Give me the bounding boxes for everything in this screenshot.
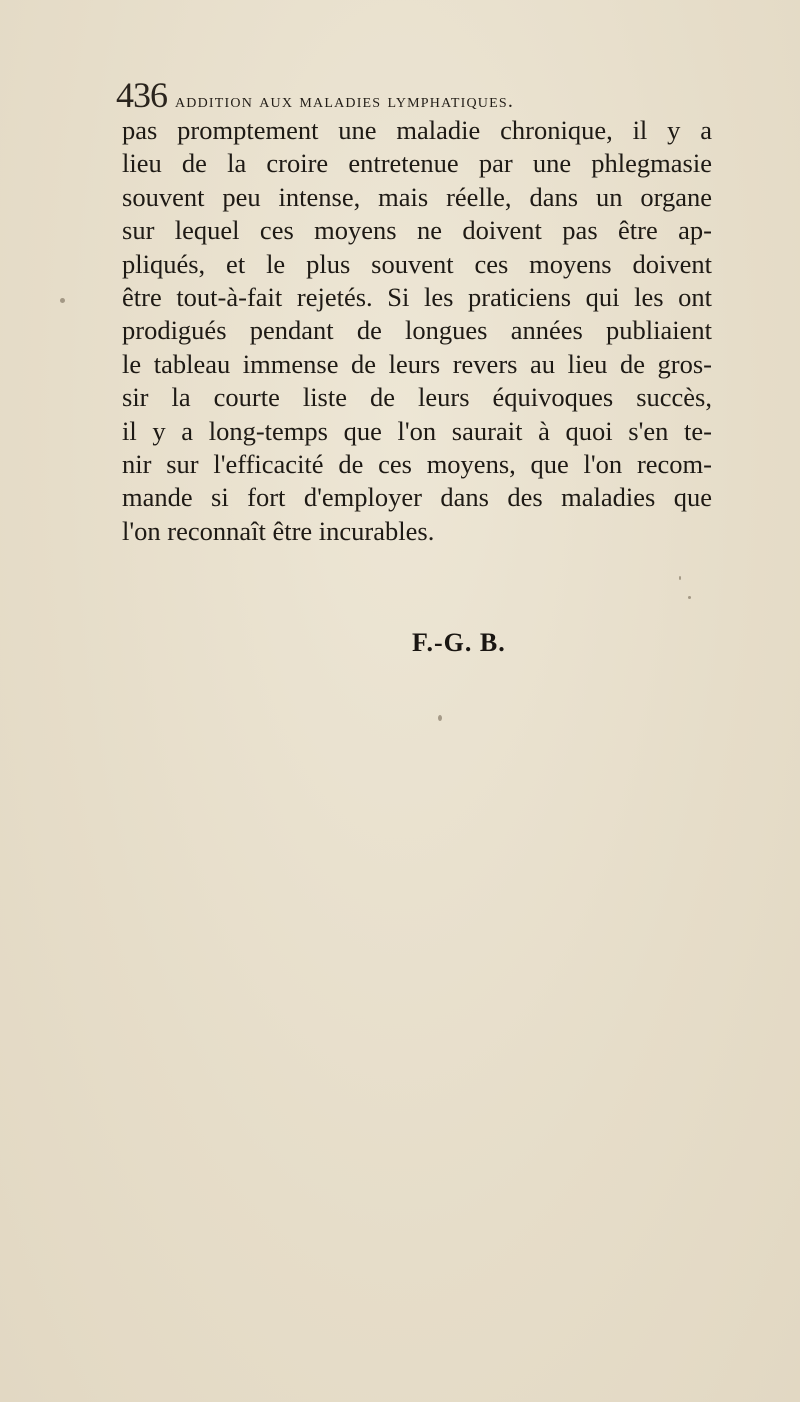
text-line: pliqués, et le plus souvent ces moyens doivent	[122, 248, 712, 279]
text-line: mande si fort d'employer dans des maladies que	[122, 482, 712, 513]
text-line: sur lequel ces moyens ne doivent pas être ap-	[122, 215, 712, 246]
body-paragraph	[122, 114, 712, 548]
text-line: lieu de la croire entretenue par une phlegmasie	[122, 148, 712, 179]
text-line: l'on reconnaît être incurables.	[122, 515, 435, 546]
text-line: prodigués pendant de longues années publiaient	[122, 315, 712, 346]
paper-speck	[438, 715, 442, 721]
page-header	[116, 74, 716, 118]
running-title: addition aux maladies lymphatiques.	[175, 90, 515, 112]
paper-speck	[60, 298, 65, 303]
paper-speck	[688, 596, 691, 599]
text-line: nir sur l'efficacité de ces moyens, que l'on recom-	[122, 448, 712, 479]
text-line: le tableau immense de leurs revers au lieu de gros-	[122, 348, 712, 379]
text-line: être tout-à-fait rejetés. Si les praticiens qui les ont	[122, 281, 712, 312]
author-signature: F.-G. B.	[412, 628, 506, 657]
text-line: il y a long-temps que l'on saurait à quoi s'en te-	[122, 415, 712, 446]
text-line: sir la courte liste de leurs équivoques succès,	[122, 382, 712, 413]
page-number: 436	[116, 75, 167, 115]
text-line: souvent peu intense, mais réelle, dans un organe	[122, 181, 712, 212]
text-line: pas promptement une maladie chronique, il y a	[122, 115, 712, 145]
paper-speck	[679, 576, 681, 580]
